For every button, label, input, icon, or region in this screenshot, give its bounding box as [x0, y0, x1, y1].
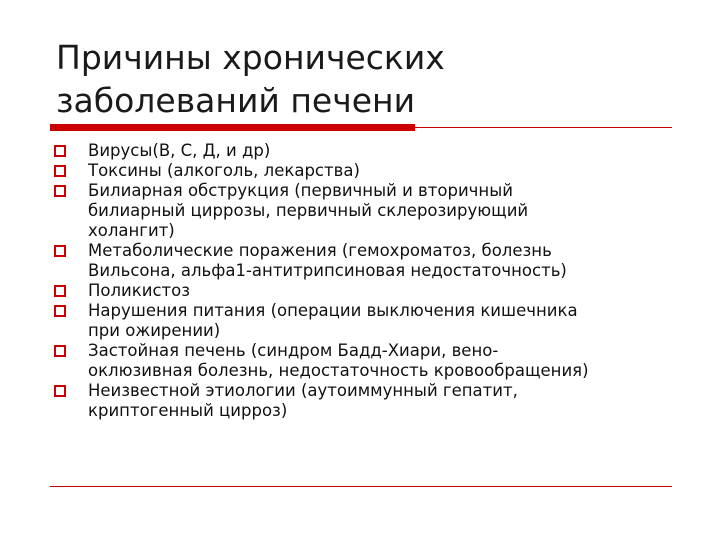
bullet-text-line: холангит): [88, 221, 175, 240]
hollow-square-icon: [54, 285, 66, 297]
bullet-text-line: Метаболические поражения (гемохроматоз, болезнь: [88, 241, 552, 260]
bullet-text-line: Застойная печень (синдром Бадд-Хиари, вено-: [88, 341, 499, 360]
bullet-item: [54, 141, 674, 161]
bullet-item: [54, 301, 674, 341]
title-divider: [50, 124, 672, 132]
hollow-square-icon: [54, 185, 66, 197]
bullet-text-line: Неизвестной этиологии (аутоиммунный гепатит,: [88, 381, 518, 400]
hollow-square-icon: [54, 385, 66, 397]
bullet-text-line: Нарушения питания (операции выключения кишечника: [88, 301, 578, 320]
bullet-item: [54, 281, 674, 301]
bullet-text-line: Поликистоз: [88, 281, 191, 300]
bullet-text-line: Вильсона, альфа1-антитрипсиновая недостаточность): [88, 261, 567, 280]
bullet-text-line: билиарный циррозы, первичный склерозирующий: [88, 201, 529, 220]
bullet-item: [54, 181, 674, 241]
title-line: Причины хронических: [56, 38, 445, 77]
bullet-text-line: криптогенный цирроз): [88, 401, 288, 420]
bullet-text-line: Вирусы(В, С, Д, и др): [88, 141, 271, 160]
bullet-list: [54, 141, 674, 421]
bullet-text-line: Билиарная обструкция (первичный и вторичный: [88, 181, 513, 200]
slide-title: [56, 36, 656, 122]
bullet-text-line: оклюзивная болезнь, недостаточность кровообращения): [88, 361, 589, 380]
title-divider-line: [50, 127, 672, 128]
title-line: заболеваний печени: [56, 81, 416, 120]
bullet-item: [54, 161, 674, 181]
hollow-square-icon: [54, 345, 66, 357]
bullet-text-line: Токсины (алкоголь, лекарства): [88, 161, 360, 180]
bullet-item: [54, 241, 674, 281]
hollow-square-icon: [54, 245, 66, 257]
bullet-item: [54, 341, 674, 381]
footer-divider: [50, 486, 672, 487]
hollow-square-icon: [54, 165, 66, 177]
bullet-text-line: при ожирении): [88, 321, 221, 340]
hollow-square-icon: [54, 305, 66, 317]
bullet-item: [54, 381, 674, 421]
hollow-square-icon: [54, 145, 66, 157]
